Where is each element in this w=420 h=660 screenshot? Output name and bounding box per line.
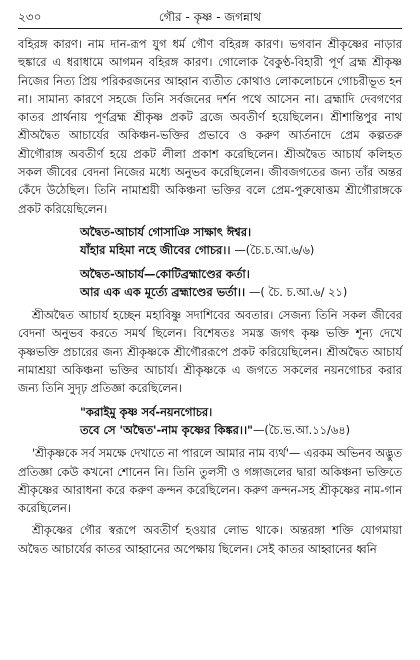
verse-3-reference: —(চৈ.ভ.আ.১১/৬৪) xyxy=(252,422,351,437)
page xyxy=(0,6,420,660)
verse-2-line-2 xyxy=(80,283,402,301)
verse-1-line-1: অদ্বৈত-আচার্য গোসাঞি সাক্ষাৎ ঈশ্বর। xyxy=(80,224,252,239)
running-title: গৌর - কৃষ্ণ - জগন্নাথ xyxy=(158,10,262,24)
verse-2-line-1: অদ্বৈত-আচার্য—কোটিব্রহ্মাণ্ডের কর্তা। xyxy=(80,266,250,281)
verse-2 xyxy=(18,265,402,302)
verse-1-line-2 xyxy=(80,241,402,259)
verse-1 xyxy=(18,223,402,260)
paragraph-3: 'শ্রীকৃষ্ণকে সর্ব সমক্ষে দেখাতে না পারলে আমার নাম ব্যর্থ'— এরকম অভিনব অদ্ভুত প্রতিজ্ঞা কেউ কখনো শোনেন নি। তিনি তুলসী ও গঙ্গাজলের দ্বারা অকিঞ্চনা ভক্তিতে শ্রীকৃষ্ণের আরাধনা করে করুণ ক্রন্দন করেছিলেন। করুণ ক্রন্দন-সহ শ্রীকৃষ্ণের নাম-গান করেছিলেন। xyxy=(18,446,402,516)
verse-1-reference: —(চৈ.চ.আ.৬/৬) xyxy=(234,243,315,258)
page-number: ২৩০ xyxy=(18,10,42,24)
verse-3 xyxy=(18,403,402,440)
paragraph-1: বহিরঙ্গ কারণ। নাম দান-রূপ যুগ ধর্ম গৌণ বহিরঙ্গ কারণ। ভগবান শ্রীকৃষ্ণের নাড়ার হুঙ্কারে এ ধরাধামে আগমন বহিরঙ্গ কারণ। গোলোক বৈকুণ্ঠ-বিহারী পূর্ণ ব্রহ্ম শ্রীকৃষ্ণ নিজের নিত্য প্রিয় পরিকরজনের আহ্বান ব্যতীত কোথাও লোকলোচনে গোচরীভূত হন না। সামান্য কারণে সহজে তিনি সর্বজনের দর্শন পথে আসেন না। ব্রহ্মাদি দেবগণের কাতর প্রার্থনায় পূর্ণব্রহ্ম শ্রীকৃষ্ণ প্রকট ব্রজে অবতীর্ণ হয়েছিলেন। শ্রীশান্তিপুর নাথ শ্রীঅদ্বৈত আচার্যের অকিঞ্চন-ভক্তির প্রভাবে ও করুণ আর্তনাদে প্রেম কল্পতরু শ্রীগৌরাঙ্গ অবতীর্ণ হয়ে প্রকট লীলা প্রকাশ করেছিলেন। শ্রীঅদ্বৈত আচার্য কলিহত সকল জীবের বেদনা নিজের মধ্যে অনুভব করেছিলেন। জীবজগতের জন্য তাঁর অন্তর কেঁদে উঠেছিল। তিনি নামাশ্রয়ী অকিঞ্চনা ভক্তির বলে প্রেম-পুরুষোত্তম শ্রীগৌরাঙ্গকে প্রকট করিয়েছিলেন। xyxy=(18,37,402,216)
verse-1-line-2-text: যাঁহার মহিমা নহে জীবের গোচর।। xyxy=(80,243,231,258)
paragraph-2: শ্রীঅদ্বৈত আচার্য হচ্ছেন মহাবিষ্ণু সদাশিবের অবতার। সেজন্য তিনি সকল জীবের বেদনা অনুভব করতে সমর্থ ছিলেন। বিশেষতঃ সমস্ত জগৎ কৃষ্ণ ভক্তি শূন্য দেখে কৃষ্ণভক্তি প্রচারের জন্য শ্রীকৃষ্ণকে শ্রীগৌররূপে প্রকট করিয়েছিলেন। শ্রীঅদ্বৈত আচার্য নামাশ্রয়া অকিঞ্চনা ভক্তির আচার্য। শ্রীকৃষ্ণকে এ জগতে সকলের নয়নগোচর করার জন্য তিনি সুদৃঢ় প্রতিজ্ঞা করেছিলেন। xyxy=(18,308,402,396)
verse-3-line-2-text: তবে সে 'অদ্বৈত'-নাম কৃষ্ণের কিঙ্কর।।" xyxy=(80,422,253,437)
running-header xyxy=(18,6,402,29)
verse-2-line-2-text: আর এক এক মূর্ত্যে ব্রহ্মাণ্ডের ভর্তা।। xyxy=(80,284,246,299)
verse-3-line-1: "করাইমু কৃষ্ণ সর্ব-নয়নগোচর। xyxy=(80,404,213,419)
verse-3-line-2 xyxy=(80,421,402,439)
verse-2-reference: —( চৈ. চ.আ.৬/ ২১) xyxy=(249,284,348,299)
paragraph-4: শ্রীকৃষ্ণের গৌর স্বরূপে অবতীর্ণ হওয়ার লোভ থাকে। অন্তরঙ্গা শক্তি যোগমায়া অদ্বৈত আচার্যের কাতর আহ্বানের অপেক্ষায় ছিলেন। সেই কাতর আহ্বানের ধ্বনি xyxy=(18,523,402,556)
